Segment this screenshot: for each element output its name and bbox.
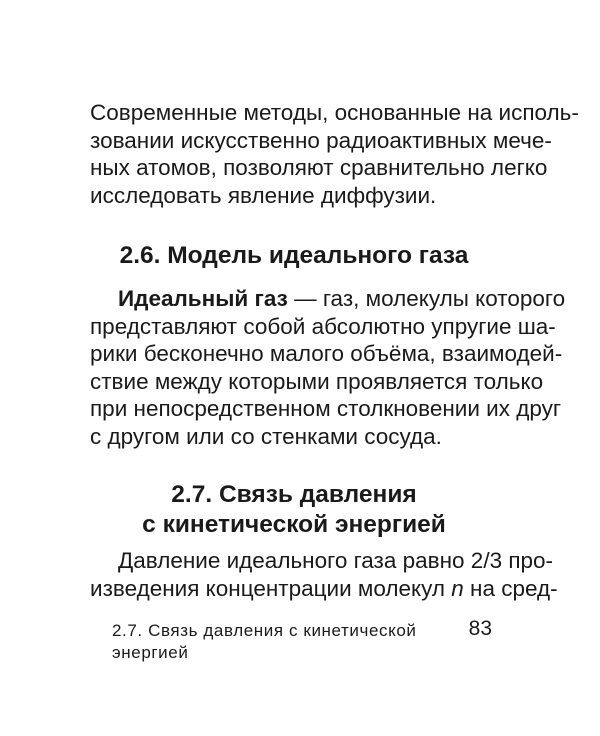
text-fragment: — газ, молекулы которого <box>287 286 566 311</box>
text-fragment: изведения концентрации молекул <box>90 575 452 601</box>
text-line <box>90 575 558 603</box>
paragraph-pressure <box>90 547 558 602</box>
paragraph-diffusion <box>90 99 579 209</box>
section-heading-2-6: 2.6. Модель идеального газа <box>119 242 469 269</box>
text-line: исследовать явление диффузии. <box>90 182 437 208</box>
text-fragment: на сред- <box>463 575 558 601</box>
text-line <box>90 285 566 313</box>
text-line: ных атомов, позволяют сравнительно легко <box>90 155 548 181</box>
text-line: зовании искусственно радиоактивных мече- <box>90 127 552 153</box>
variable-n: n <box>451 575 464 601</box>
section-heading-2-7 <box>90 480 498 540</box>
text-line: ствие между которыми проявляется только <box>90 368 544 394</box>
text-line: при непосредственном столкновении их друг <box>90 396 562 422</box>
running-title: 2.7. Связь давления с кинетической энергией <box>112 621 417 662</box>
text-line: Современные методы, основанные на исполь- <box>90 100 579 125</box>
text-line: Давление идеального газа равно 2/3 про- <box>118 548 554 573</box>
heading-line: 2.7. Связь давления <box>171 481 417 508</box>
page-number: 83 <box>468 617 492 640</box>
heading-line: с кинетической энергией <box>142 511 446 538</box>
paragraph-ideal-gas <box>90 285 566 451</box>
text-line: представляют собой абсолютно упругие ша- <box>90 313 556 339</box>
term-ideal-gas: Идеальный газ <box>118 286 288 311</box>
text-line: рики бесконечно малого объёма, взаимодей- <box>90 341 563 367</box>
text-line: с другом или со стенками сосуда. <box>90 423 442 449</box>
